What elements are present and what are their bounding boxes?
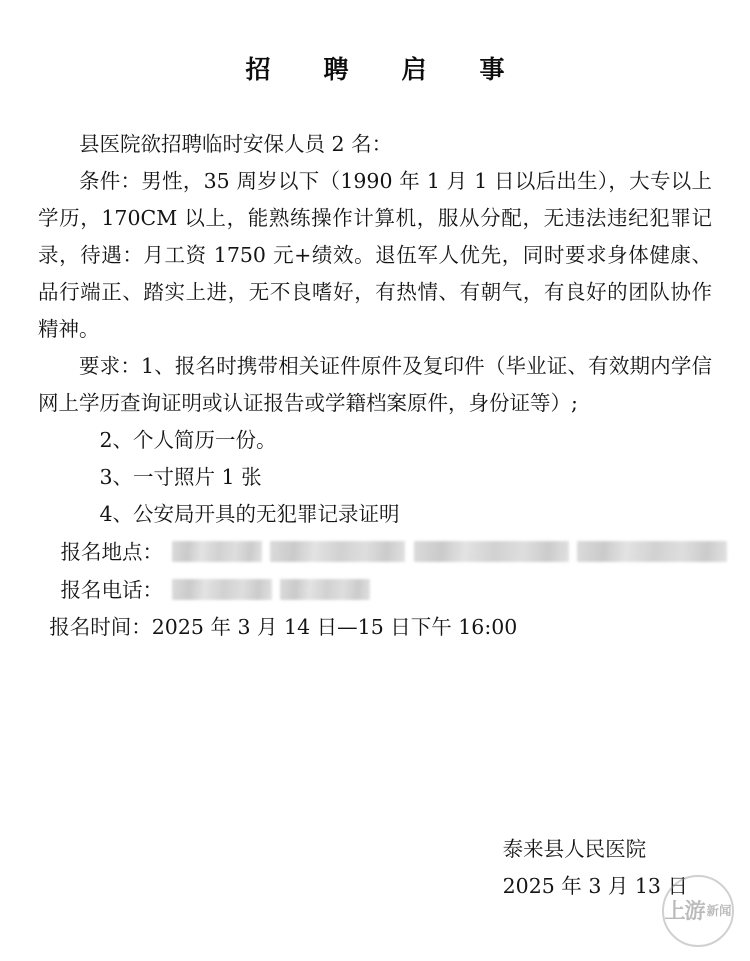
page-title: 招 聘 启 事 — [245, 55, 519, 84]
document-body — [38, 126, 712, 646]
signup-location-row — [38, 533, 712, 571]
redaction-bar — [280, 579, 370, 600]
watermark-secondary-text: 新闻 — [706, 903, 732, 919]
paragraph-conditions: 条件：男性，35 周岁以下（1990 年 1 月 1 日以后出生），大专以上学历，170CM 以上，能熟练操作计算机，服从分配，无违法违纪犯罪记录，待遇：月工资 1750 元+绩效。退伍军人优先，同时要求身体健康、品行端正、踏实上进，无不良嗜好，有热情、有朝气，有良好的团队协作精神。 — [38, 169, 712, 341]
watermark-primary-text: 上游 — [664, 898, 705, 923]
paragraph-requirement-3: 3、一寸照片 1 张 — [99, 465, 262, 489]
paragraph-requirement-4: 4、公安局开具的无犯罪记录证明 — [99, 502, 400, 526]
paragraph-intro: 县医院欲招聘临时安保人员 2 名： — [79, 132, 393, 156]
signup-location-label: 报名地点： — [60, 540, 164, 564]
redaction-bar — [172, 541, 262, 562]
signup-time-value: 2025 年 3 月 14 日—15 日下午 16:00 — [151, 615, 518, 639]
signature-date: 2025 年 3 月 13 日 — [502, 874, 688, 898]
paragraph-requirement-1: 要求：1、报名时携带相关证件原件及复印件（毕业证、有效期内学信网上学历查询证明或认证报告或学籍档案原件，身份证等）; — [38, 354, 712, 415]
redaction-bar — [270, 541, 405, 562]
signup-phone-row — [38, 571, 712, 609]
signature-organization: 泰来县人民医院 — [502, 837, 647, 861]
redaction-bar — [172, 579, 272, 600]
watermark-logo — [662, 875, 734, 947]
signup-phone-label: 报名电话： — [60, 578, 164, 602]
redaction-bar — [577, 541, 727, 562]
document-page — [0, 50, 750, 961]
signup-time-row — [38, 609, 712, 646]
signature-block — [503, 831, 688, 905]
redaction-bar — [414, 541, 569, 562]
paragraph-requirement-2: 2、个人简历一份。 — [99, 428, 277, 452]
signup-time-label: 报名时间： — [49, 615, 152, 639]
